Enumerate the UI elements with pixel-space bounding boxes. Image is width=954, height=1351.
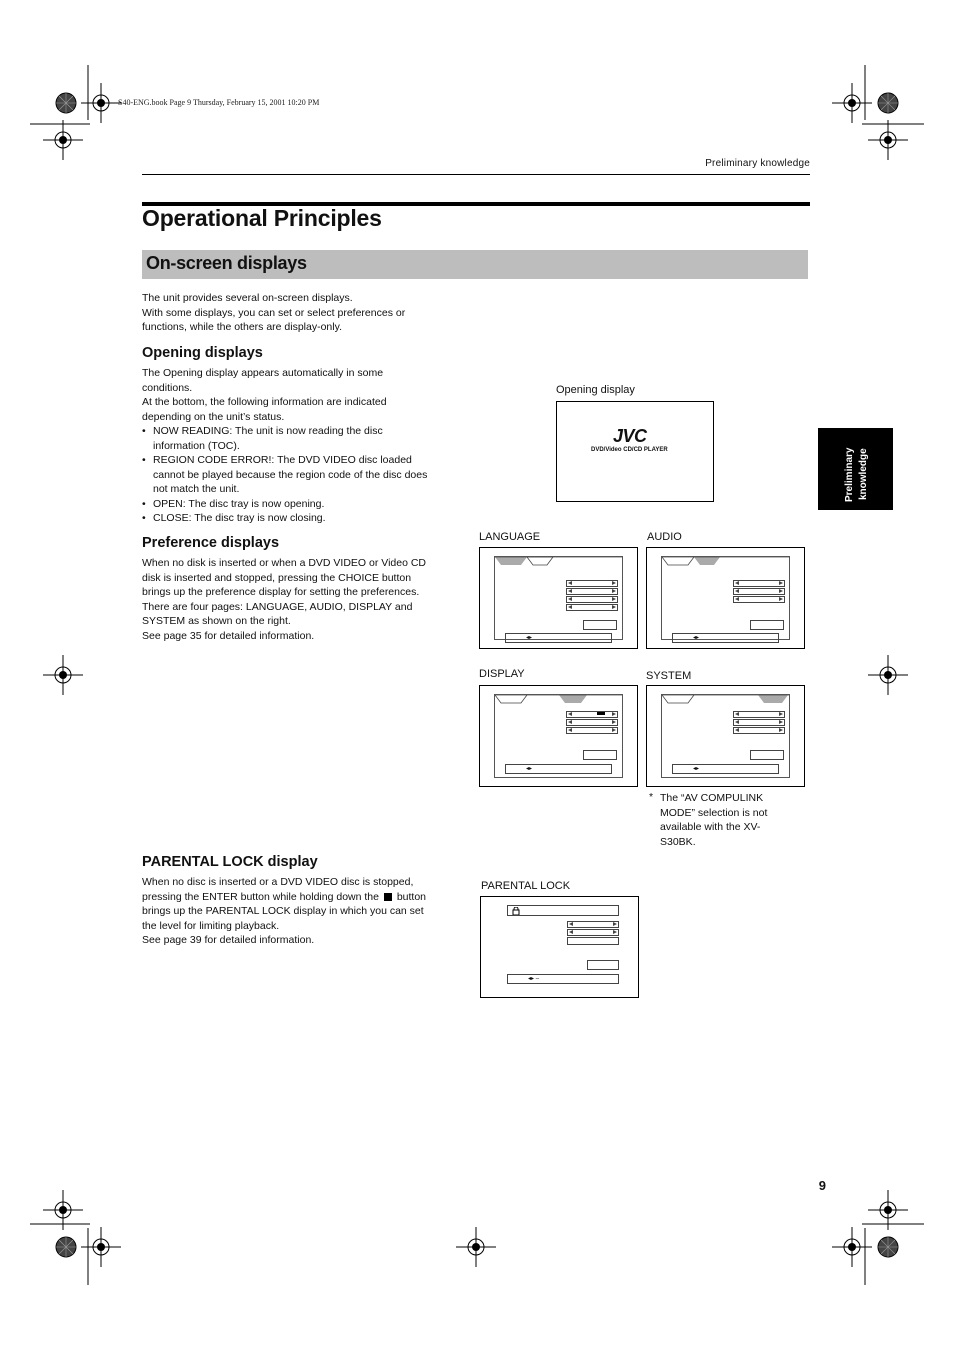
nav-bar: ◂▸ <box>505 633 612 643</box>
opening-display-caption: Opening display <box>556 384 635 396</box>
nav-bar: ◂▸ <box>672 633 779 643</box>
option-field <box>566 719 618 726</box>
display-tab-bar <box>495 695 622 705</box>
nav-bar: ◂▸ <box>505 764 612 774</box>
parental-heading: PARENTAL LOCK display <box>142 854 318 870</box>
enter-box <box>750 620 784 630</box>
enter-box <box>583 750 617 760</box>
enter-box <box>587 960 619 970</box>
header-rule <box>142 174 810 175</box>
section-label: Preliminary knowledge <box>705 158 810 169</box>
system-tab-bar <box>662 695 789 705</box>
preference-text <box>142 556 434 643</box>
list-item: • OPEN: The disc tray is now opening. <box>142 497 434 512</box>
list-item: • NOW READING: The unit is now reading the disc information (TOC). <box>142 424 434 453</box>
option-field <box>733 719 785 726</box>
intro-line-2: With some displays, you can set or select preferences or functions, while the others are display-only. <box>142 306 406 333</box>
intro-text <box>142 291 434 335</box>
page-title: Operational Principles <box>142 205 382 231</box>
preference-para-3: See page 35 for detailed information. <box>142 629 315 642</box>
option-field <box>566 604 618 611</box>
side-tab-line-2: knowledge <box>858 448 869 500</box>
nav-bar: ◂▸ – <box>507 974 619 984</box>
banner-title: On-screen displays <box>146 253 307 273</box>
option-field <box>733 711 785 718</box>
display-screen <box>479 685 638 787</box>
language-tab-bar <box>495 557 622 567</box>
option-field <box>733 588 785 595</box>
option-field <box>566 727 618 734</box>
page-number: 9 <box>818 1178 826 1193</box>
parental-text <box>142 875 434 948</box>
option-field <box>567 921 619 928</box>
language-caption: LANGUAGE <box>479 531 541 543</box>
option-field <box>566 580 618 587</box>
parental-para-1a: When no disc is inserted or a DVD VIDEO disc is stopped, pressing the ENTER button while holding down the <box>142 876 414 903</box>
language-menu-frame <box>494 556 623 640</box>
selected-marker <box>597 712 605 715</box>
lock-icon <box>512 907 520 915</box>
opening-para-1: The Opening display appears automatically in some conditions. <box>142 367 384 394</box>
audio-caption: AUDIO <box>647 531 682 543</box>
footnote-text: The “AV COMPULINK MODE” selection is not available with the XV-S30BK. <box>660 792 768 848</box>
option-field <box>566 711 618 718</box>
side-tab-text <box>818 428 893 510</box>
system-screen <box>646 685 805 787</box>
system-menu-frame <box>661 694 790 778</box>
footnote-mark: * <box>649 791 654 803</box>
parental-para-1 <box>142 875 434 933</box>
parental-para-2: See page 39 for detailed information. <box>142 934 315 946</box>
nav-bar: ◂▸ <box>672 764 779 774</box>
option-field <box>566 588 618 595</box>
password-field <box>567 937 619 945</box>
opening-heading: Opening displays <box>142 345 263 361</box>
jvc-logo: JVC <box>613 426 647 446</box>
preference-para-1: When no disk is inserted or when a DVD VIDEO or Video CD disk is inserted and stopped, pressing the CHOICE button brings up the preference display for setting the preferences. <box>142 557 427 598</box>
preference-heading: Preference displays <box>142 535 280 551</box>
display-menu-frame <box>494 694 623 778</box>
parental-para-1b: button brings up the PARENTAL LOCK display in which you can set the level for limiting playback. <box>142 890 427 932</box>
parental-caption: PARENTAL LOCK <box>481 880 571 892</box>
stop-button-icon <box>384 893 392 901</box>
option-field <box>566 596 618 603</box>
display-caption: DISPLAY <box>479 668 525 680</box>
list-item: • REGION CODE ERROR!: The DVD VIDEO disc loaded cannot be played because the region code of the disc does not match the unit. <box>142 453 434 497</box>
enter-box <box>750 750 784 760</box>
parental-screen <box>480 896 639 998</box>
opening-status-list <box>142 424 434 526</box>
opening-para-2: At the bottom, the following information are indicated depending on the unit’s status. <box>142 396 387 423</box>
preference-para-2: There are four pages: LANGUAGE, AUDIO, DISPLAY and SYSTEM as shown on the right. <box>142 600 413 627</box>
opening-display-screen <box>556 401 714 502</box>
side-tab-line-1: Preliminary <box>844 447 855 502</box>
enter-box <box>583 620 617 630</box>
side-tab <box>818 428 893 510</box>
audio-screen <box>646 547 805 649</box>
option-field <box>567 929 619 936</box>
section-banner <box>142 250 808 279</box>
opening-text <box>142 366 434 526</box>
language-screen <box>479 547 638 649</box>
option-field <box>733 727 785 734</box>
audio-menu-frame <box>661 556 790 640</box>
jvc-subtitle: DVD/Video CD/CD PLAYER <box>591 447 668 453</box>
book-file-header: S40-ENG.book Page 9 Thursday, February 15, 2001 10:20 PM <box>118 98 320 107</box>
system-caption: SYSTEM <box>646 670 692 682</box>
parental-title-bar <box>507 905 619 916</box>
option-field <box>733 596 785 603</box>
option-field <box>733 580 785 587</box>
intro-line-1: The unit provides several on-screen displays. <box>142 292 353 304</box>
list-item: • CLOSE: The disc tray is now closing. <box>142 511 434 526</box>
audio-tab-bar <box>662 557 789 567</box>
